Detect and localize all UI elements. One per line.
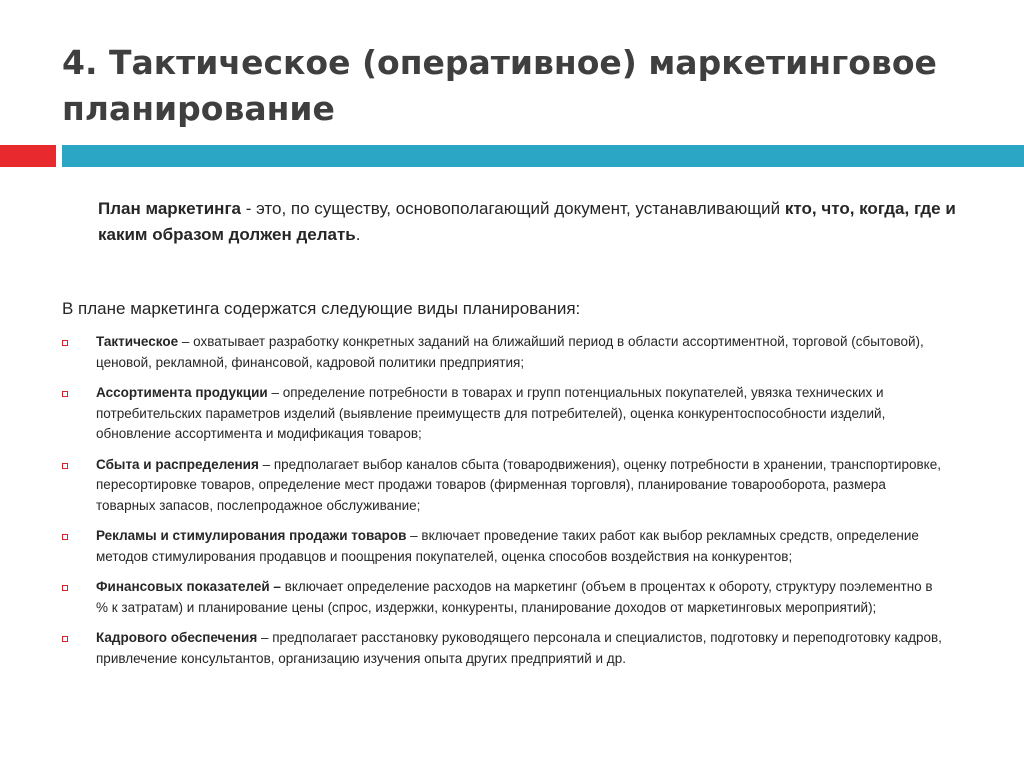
definition-end: . (355, 225, 361, 244)
list-item-staffing (62, 628, 942, 669)
hollow-square-bullet-icon (62, 340, 68, 346)
definition-term: План маркетинга (98, 199, 241, 218)
list-item-term: Сбыта и распределения (96, 456, 259, 472)
list-item-financial (62, 577, 942, 618)
list-item-assortment (62, 383, 942, 445)
list-item-advertising (62, 526, 942, 567)
list-item-term: Кадрового обеспечения (96, 630, 258, 645)
title-accent-bar-red (0, 145, 56, 167)
hollow-square-bullet-icon (62, 534, 68, 540)
list-item-text: включает определение расходов на маркетинг (объем в процентах к обороту, структуру поэлементно в % к затратам) и планирование цены (спрос, издержки, конкуренты, планирование доходов от маркетинговых мероприятий); (96, 579, 933, 615)
list-item-term: Финансовых показателей – (96, 579, 281, 594)
list-item-text: – предполагает выбор каналов сбыта (товародвижения), оценку потребности в хранении, транспортировке, пересортировке товаров, определение мест продажи товаров (фирменная торговля), планирование товарооборота, размера товарных запасов, послепродажное обслуживание; (96, 456, 941, 513)
list-item-sales-distribution (62, 455, 942, 517)
slide-title: 4. Тактическое (оперативное) маркетинговое планирование (62, 43, 937, 128)
list-item-text: – предполагает расстановку руководящего персонала и специалистов, подготовку и переподготовку кадров, привлечение консультантов, организацию изучения опыта других предприятий и др. (96, 630, 942, 666)
definition-text: - это, по существу, основополагающий документ, устанавливающий (240, 199, 785, 218)
planning-types-list (62, 332, 942, 679)
list-item-text: – включает проведение таких работ как выбор рекламных средств, определение методов стимулирования продавцов и поощрения покупателей, оценка способов воздействия на конкурентов; (96, 528, 919, 564)
hollow-square-bullet-icon (62, 636, 68, 642)
list-item-term: Рекламы и стимулирования продажи товаров (96, 528, 407, 543)
hollow-square-bullet-icon (62, 463, 68, 469)
hollow-square-bullet-icon (62, 391, 68, 397)
list-item-term: Тактическое (96, 334, 179, 349)
title-accent-bar-blue (62, 145, 1024, 167)
list-item-text: – охватывает разработку конкретных заданий на ближайший период в области ассортиментной, торговой (сбытовой), ценовой, рекламной, финансовой, кадровой политики предприятия; (96, 334, 924, 370)
definition-emphasis: кто, что, когда, где и каким образом должен делать (98, 199, 956, 244)
hollow-square-bullet-icon (62, 585, 68, 591)
list-item-term: Ассортимента продукции (96, 385, 268, 400)
list-item-text: – определение потребности в товарах и групп потенциальных покупателей, увязка технических и потребительских параметров изделий (выявление преимуществ для потребителей), оценка конкурентоспособности изделий, обновление ассортимента и модификация товаров; (96, 385, 886, 441)
definition-paragraph (98, 196, 958, 248)
planning-types-intro: В плане маркетинга содержатся следующие виды планирования: (62, 299, 581, 318)
list-item-tactical (62, 332, 942, 373)
